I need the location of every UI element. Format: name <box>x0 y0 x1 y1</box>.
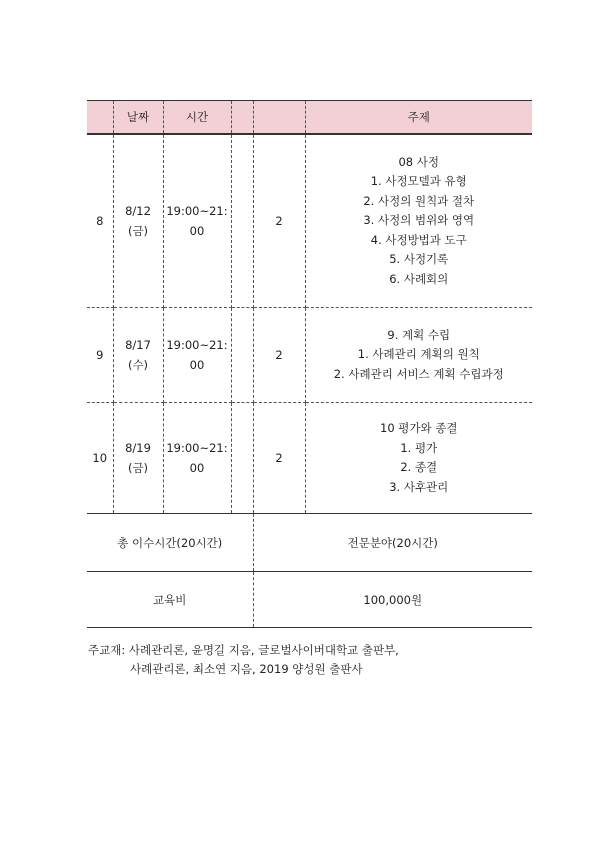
date-value: 8/19 <box>125 441 151 455</box>
session-topic <box>305 308 532 403</box>
schedule-table <box>87 100 532 628</box>
date-value: 8/12 <box>125 204 151 218</box>
fee-value: 100,000원 <box>253 572 532 628</box>
session-topic <box>305 403 532 514</box>
total-hours-value: 전문분야(20시간) <box>253 514 532 572</box>
day-value: (금) <box>127 224 149 238</box>
blank-cell <box>231 403 253 514</box>
session-number: 8 <box>87 134 113 308</box>
topic-title: 08 사정 <box>398 154 439 169</box>
blank-cell <box>231 134 253 308</box>
time-start: 19:00~21: <box>166 204 228 218</box>
topic-item: 1. 사정모델과 유형 <box>370 174 467 189</box>
time-end: 00 <box>189 358 205 372</box>
total-hours-label: 총 이수시간(20시간) <box>87 514 253 572</box>
session-hours: 2 <box>253 403 305 514</box>
table-row <box>87 134 532 308</box>
header-number <box>87 101 113 135</box>
time-start: 19:00~21: <box>166 338 228 352</box>
fee-label: 교육비 <box>87 572 253 628</box>
session-time <box>163 134 231 308</box>
topic-item: 1. 평가 <box>400 440 438 455</box>
topic-item: 3. 사후관리 <box>389 479 449 494</box>
time-end: 00 <box>189 461 205 475</box>
day-value: (수) <box>127 358 149 372</box>
topic-item: 3. 사정의 범위와 영역 <box>363 213 475 228</box>
time-end: 00 <box>189 224 205 238</box>
textbook-line-1: 주교재: 사례관리론, 윤명길 지음, 글로벌사이버대학교 출판부, <box>88 643 399 657</box>
blank-cell <box>231 308 253 403</box>
header-blank <box>231 101 253 135</box>
topic-title: 10 평가와 종결 <box>380 421 458 435</box>
textbook-notes <box>88 641 399 679</box>
header-time: 시간 <box>163 101 231 135</box>
table-header <box>87 101 532 135</box>
time-start: 19:00~21: <box>166 441 228 455</box>
session-date <box>113 134 163 308</box>
topic-item: 1. 사례관리 계획의 원칙 <box>357 347 480 362</box>
header-hours <box>253 101 305 135</box>
session-time <box>163 308 231 403</box>
topic-title: 9. 계획 수립 <box>387 327 451 342</box>
session-date <box>113 403 163 514</box>
day-value: (금) <box>127 461 149 475</box>
session-number: 10 <box>87 403 113 514</box>
fee-row <box>87 572 532 628</box>
date-value: 8/17 <box>125 338 151 352</box>
topic-item: 4. 사정방법과 도구 <box>370 232 467 247</box>
topic-item: 2. 종결 <box>400 460 438 474</box>
topic-item: 2. 사례관리 서비스 계획 수립과정 <box>333 366 504 381</box>
session-time <box>163 403 231 514</box>
session-date <box>113 308 163 403</box>
table-row <box>87 308 532 403</box>
session-hours: 2 <box>253 308 305 403</box>
header-topic: 주제 <box>305 101 532 135</box>
topic-item: 5. 사정기록 <box>389 252 449 267</box>
table-row <box>87 403 532 514</box>
total-hours-row <box>87 514 532 572</box>
topic-item: 6. 사례회의 <box>389 271 449 286</box>
topic-item: 2. 사정의 원칙과 절차 <box>363 193 475 208</box>
header-date: 날짜 <box>113 101 163 135</box>
textbook-line-2: 사례관리론, 최소연 지음, 2019 양성원 출판사 <box>130 662 363 676</box>
session-hours: 2 <box>253 134 305 308</box>
session-number: 9 <box>87 308 113 403</box>
session-topic <box>305 134 532 308</box>
